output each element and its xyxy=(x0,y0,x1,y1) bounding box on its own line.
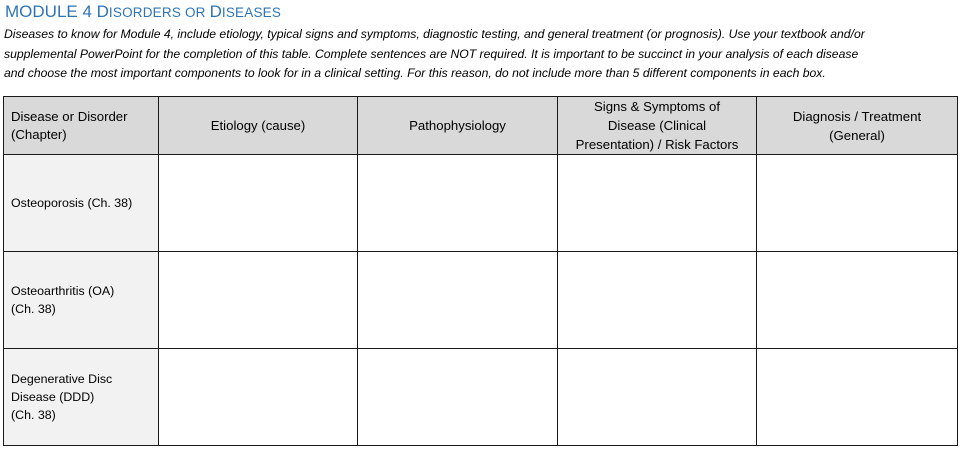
diagnosis-treatment-cell[interactable] xyxy=(757,155,958,252)
title-cap-2: D xyxy=(209,2,222,21)
header-line: Presentation) / Risk Factors xyxy=(575,137,739,152)
header-line: Disease or Disorder xyxy=(11,108,128,124)
header-pathophysiology xyxy=(358,97,558,155)
pathophysiology-cell[interactable] xyxy=(358,252,558,349)
disease-label-osteoporosis xyxy=(4,155,159,252)
instructions-paragraph xyxy=(4,25,966,84)
etiology-cell[interactable] xyxy=(159,349,358,446)
etiology-cell[interactable] xyxy=(159,155,358,252)
header-row xyxy=(4,97,958,155)
table-row xyxy=(4,155,958,252)
pathophysiology-cell[interactable] xyxy=(358,155,558,252)
etiology-cell[interactable] xyxy=(159,252,358,349)
table-row xyxy=(4,252,958,349)
disease-label-line: Osteoporosis (Ch. 38) xyxy=(11,196,133,210)
title-lead: MODULE 4 D xyxy=(5,2,109,21)
instructions-line: supplemental PowerPoint for the completion of this table. Complete sentences are NOT required. It is important to be succinct in your analysis of each disease xyxy=(4,46,859,61)
disease-table xyxy=(3,96,958,446)
header-line: Etiology (cause) xyxy=(210,118,306,133)
header-etiology xyxy=(159,97,358,155)
disease-label-degenerative-disc xyxy=(4,349,159,446)
header-line: (General) xyxy=(829,127,885,143)
disease-label-line: Osteoarthritis (OA) xyxy=(11,284,115,298)
signs-symptoms-cell[interactable] xyxy=(558,252,757,349)
diagnosis-treatment-cell[interactable] xyxy=(757,349,958,446)
header-diagnosis-treatment xyxy=(757,97,958,155)
disease-label-line: (Ch. 38) xyxy=(11,302,56,316)
header-line: Pathophysiology xyxy=(409,118,506,133)
disease-label-line: Disease (DDD) xyxy=(11,390,95,404)
header-line: Diagnosis / Treatment xyxy=(792,108,922,124)
disease-label-osteoarthritis xyxy=(4,252,159,349)
header-signs-symptoms xyxy=(558,97,757,155)
instructions-line: and choose the most important components to look for in a clinical setting. For this reason, do not include more than 5 different components in each box. xyxy=(4,66,826,80)
disease-label-line: Degenerative Disc xyxy=(11,372,113,386)
header-line: Disease (Clinical xyxy=(607,118,707,133)
table-row xyxy=(4,349,958,446)
header-disease xyxy=(4,97,159,155)
signs-symptoms-cell[interactable] xyxy=(558,349,757,446)
diagnosis-treatment-cell[interactable] xyxy=(757,252,958,349)
title-smallcaps-2: ISEASES xyxy=(221,5,282,20)
signs-symptoms-cell[interactable] xyxy=(558,155,757,252)
pathophysiology-cell[interactable] xyxy=(358,349,558,446)
header-line: Signs & Symptoms of xyxy=(593,99,721,114)
title-smallcaps-1: ISORDERS OR xyxy=(108,5,210,20)
disease-label-line: (Ch. 38) xyxy=(11,408,56,422)
module-title xyxy=(5,1,281,23)
header-line: (Chapter) xyxy=(11,126,67,142)
instructions-line: Diseases to know for Module 4, include etiology, typical signs and symptoms, diagnostic testing, and general treatment (or prognosis). Use your textbook and/or xyxy=(4,27,865,41)
